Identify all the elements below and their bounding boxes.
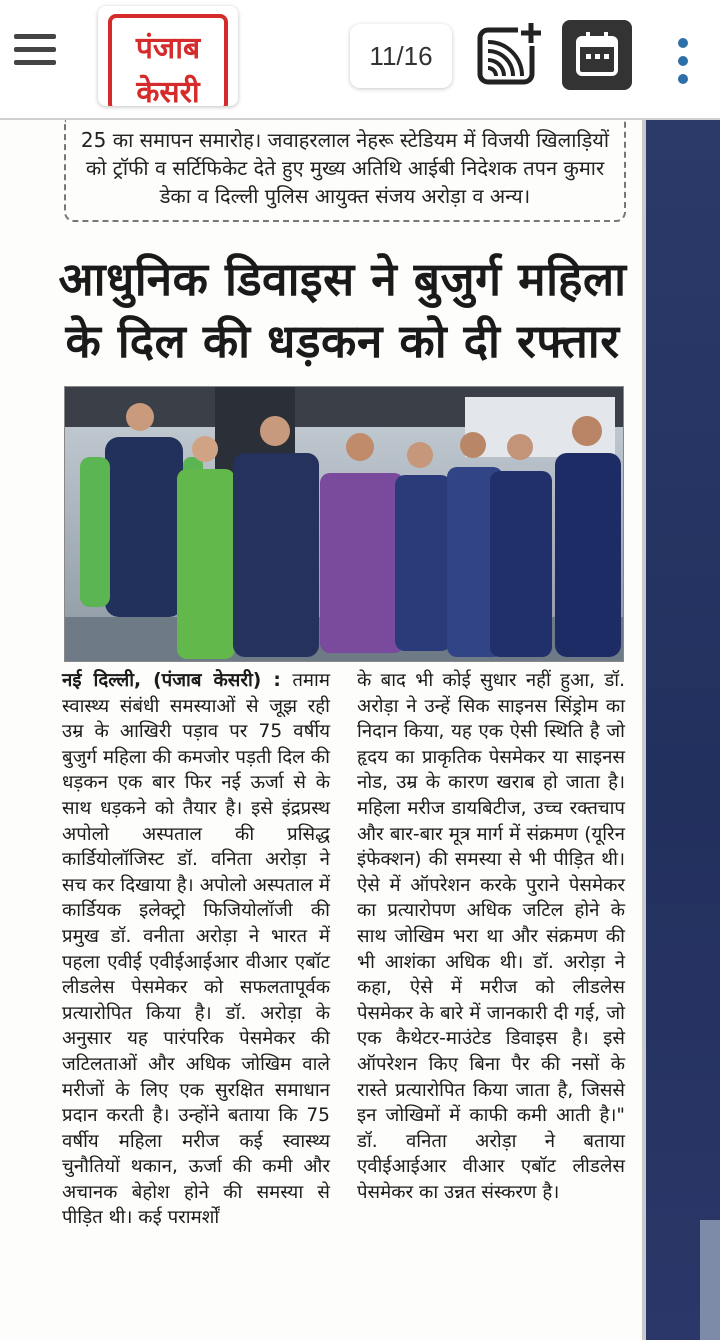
adjacent-page-highlight (700, 1220, 720, 1340)
photo-caption-box (64, 120, 626, 222)
photo-caption: 25 का समापन समारोह। जवाहरलाल नेहरू स्टेडियम में विजयी खिलाड़ियों को ट्रॉफी व सर्टिफिकेट देते हुए मुख्य अतिथि आईबी निदेशक तपन कुमार डेका व दिल्ली पुलिस आयुक्त संजय अरोड़ा व अन्य। (80, 128, 610, 208)
article-dateline: नई दिल्ली, (पंजाब केसरी) : (62, 670, 281, 691)
add-edition-icon[interactable] (474, 20, 544, 90)
logo-line-2: केसरी (136, 75, 200, 106)
logo-graphic (98, 6, 238, 106)
article-headline: आधुनिक डिवाइस ने बुजुर्ग महिला के दिल की धड़कन को दी रफ्तार (58, 252, 627, 368)
news-article (0, 120, 642, 1340)
hamburger-menu-icon[interactable] (14, 34, 58, 68)
newspaper-logo[interactable] (98, 6, 238, 106)
calendar-icon[interactable] (562, 20, 632, 90)
article-right-text: के बाद भी कोई सुधार नहीं हुआ, डॉ. अरोड़ा ने उन्हें सिक साइनस सिंड्रोम का निदान किया, यह एक ऐसी स्थिति है जो हृदय का प्राकृतिक पेसमेकर या साइनस नोड, उम्र के कारण खराब हो जाता है। महिला मरीज डायबिटीज, उच्च रक्तचाप और बार-बार मूत्र मार्ग में संक्रमण (यूरिन इंफेक्शन) की समस्या से भी पीड़ित थी। ऐसे में ऑपरेशन करके पुराने पेसमेकर का प्रत्यारोपण अधिक जटिल होने के साथ जोखिम भरा था और संक्रमण की भी आशंका अधिक थी। डॉ. अरोड़ा ने कहा, ऐसे में मरीज को लीडलेस पेसमेकर के बारे में जानकारी दी गई, जो एक कैथेटर-माउंटेड डिवाइस है। इसे ऑपरेशन किए बिना पैर की नसों के रास्ते प्रत्यारोपित किया जाता है, जिससे इन जोखिमों में काफी कमी आती है।" डॉ. वनिता अरोड़ा ने बताया एवीईआईआर वीआर एबॉट लीडलेस पेसमेकर का उन्नत संस्करण है। (357, 670, 625, 1203)
logo-line-1: पंजाब (135, 31, 201, 66)
article-column-right (357, 668, 625, 1205)
top-app-bar (0, 0, 720, 120)
more-vertical-icon[interactable] (668, 34, 698, 88)
adjacent-page-edge (642, 120, 720, 1340)
epaper-viewport[interactable] (0, 120, 720, 1340)
article-left-text: तमाम स्वास्थ्य संबंधी समस्याओं से जूझ रही उम्र के आखिरी पड़ाव पर 75 वर्षीय बुजुर्ग महिला की कमजोर पड़ती दिल की धड़कन एक बार फिर नई ऊर्जा से के साथ धड़कने को तैयार है। इसे इंद्रप्रस्थ अपोलो अस्पताल की प्रसिद्ध कार्डियोलॉजिस्ट डॉ. वनिता अरोड़ा ने सच कर दिखाया है। अपोलो अस्पताल में कार्डियक इलेक्ट्रो फिजियोलॉजी की प्रमुख डॉ. वनीता अरोड़ा ने भारत में पहला एवीई एवीईआईआर वीआर एबॉट लीडलेस पेसमेकर को सफलतापूर्वक प्रत्यारोपित किया है। डॉ. अरोड़ा के अनुसार यह पारंपरिक पेसमेकर की जटिलताओं और अधिक जोखिम वाले मरीजों के लिए एक सुरक्षित समाधान प्रदान करती है। उन्होंने बताया कि 75 वर्षीय महिला मरीज कई स्वास्थ्य चुनौतियों थकान, ऊर्जा की कमी और अचानक बेहोश होने की समस्या से पीड़ित थी। कई परामर्शों (62, 670, 330, 1229)
page-counter[interactable]: 11/16 (350, 24, 452, 88)
article-column-left (62, 668, 330, 1231)
doctors-group-photo (64, 386, 624, 662)
